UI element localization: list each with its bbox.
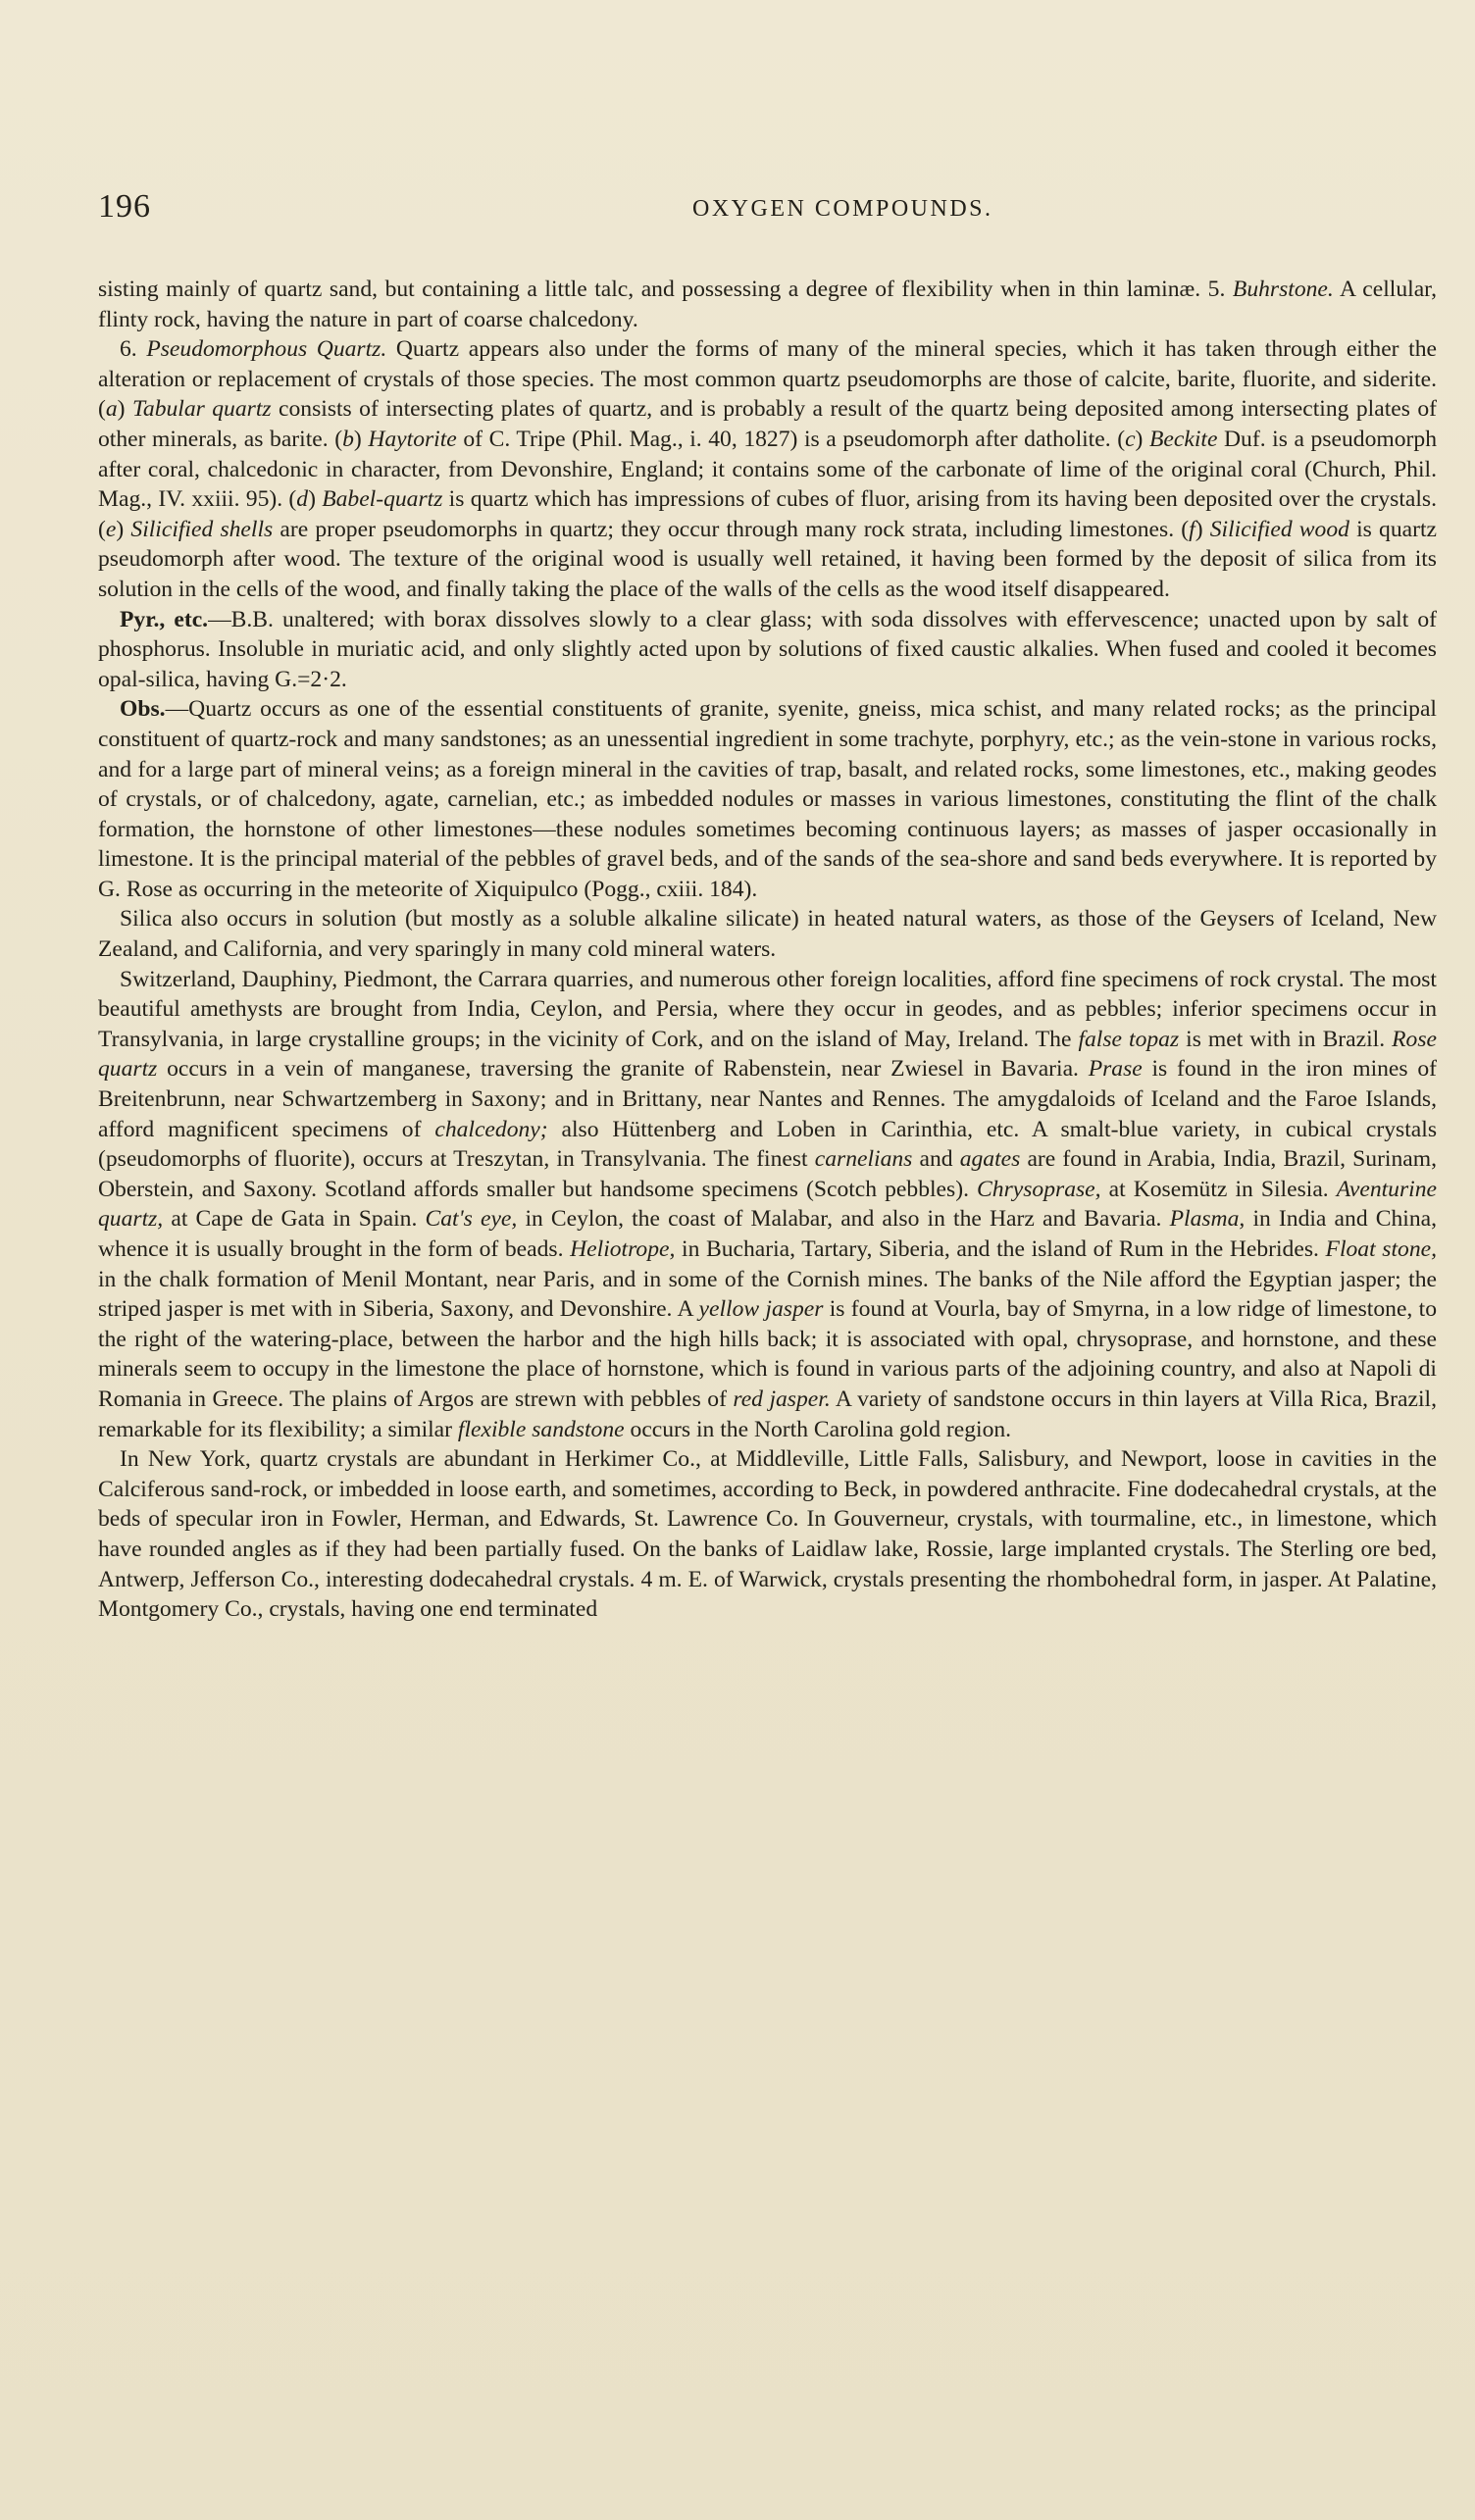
text-run: ) — [1135, 426, 1149, 452]
term-aventurine-quartz: Aventurine quartz, — [98, 1176, 1437, 1233]
term-false-topaz: false topaz — [1078, 1026, 1180, 1052]
text-run: is met with in Brazil. — [1179, 1026, 1393, 1052]
term-buhrstone: Buhrstone. — [1232, 277, 1334, 302]
list-marker: a — [105, 396, 118, 423]
text-run: is found in the iron mines of Breitenbrunn, near Schwartzemberg in Saxony; and in Brittany, near Nantes and Rennes. The amygdaloids of Iceland and the Faroe Islands, afford magnificent specimens of — [98, 1056, 1437, 1142]
text-run: —B.B. unaltered; with borax dissolves slowly to a clear glass; with soda dissolves with effervescence; unacted upon by salt of phosphorus. Insoluble in muriatic acid, and only slightly acted upon by solutions of fixed caustic alkalies. When fused and cooled it becomes opal-silica, having G.=2·2. — [98, 606, 1437, 692]
list-marker: c — [1125, 426, 1136, 452]
text-run: is quartz pseudomorph after wood. The texture of the original wood is usually well retained, it having been formed by the deposit of silica from its solution in the cells of the wood, and finally taking the place of the walls of the cells as the wood itself disappeared. — [98, 516, 1437, 602]
text-run: 6. — [120, 336, 147, 363]
page-header — [98, 188, 1471, 227]
text-run: ) — [353, 426, 369, 452]
term-beckite: Beckite — [1149, 426, 1218, 452]
term-float-stone: Float stone, — [1325, 1236, 1438, 1262]
term-silicified-shells: Silicified shells — [130, 516, 274, 542]
term-yellow-jasper: yellow jasper — [698, 1296, 824, 1323]
text-run: occurs in the North Carolina gold region. — [624, 1416, 1012, 1442]
term-agates: agates — [959, 1146, 1021, 1173]
text-run: in Bucharia, Tartary, Siberia, and the island of Rum in the Hebrides. — [675, 1236, 1326, 1262]
text-run: of C. Tripe (Phil. Mag., i. 40, 1827) is a pseudomorph after datholite. ( — [456, 426, 1126, 452]
term-carnelians: carnelians — [814, 1146, 913, 1173]
text-run: in the chalk formation of Menil Montant, near Paris, and in some of the Cornish mines. The banks of the Nile afford the Egyptian jasper; the striped jasper is met with in Siberia, Saxony, and Devonshire. A — [98, 1266, 1437, 1323]
term-red-jasper: red jasper. — [733, 1386, 831, 1412]
page-number: 196 — [98, 188, 151, 225]
term-flexible-sandstone: flexible sandstone — [457, 1416, 625, 1442]
text-run: in India and China, whence it is usually brought in the form of beads. — [98, 1206, 1438, 1262]
text-run: occurs in a vein of manganese, traversing the granite of Rabenstein, near Zwiesel in Bavaria. — [157, 1056, 1089, 1083]
text-run: —Quartz occurs as one of the essential constituents of granite, syenite, gneiss, mica schist, and many related rocks; as the principal constituent of quartz-rock and many sandstones; as an unessential ingredient in some trachyte, porphyry, etc.; as the vein-stone in various rocks, and for a large part of mineral veins; as a foreign mineral in the cavities of trap, basalt, and related rocks, some limestones, etc., making geodes of crystals, or of chalcedony, agate, carnelian, etc.; as imbedded nodules or masses in various limestones, constituting the flint of the chalk formation, the hornstone of other limestones—these nodules sometimes becoming continuous layers; as masses of jasper occasionally in limestone. It is the principal material of the pebbles of gravel beds, and of the sands of the sea-shore and sand beds everywhere. It is reported by G. Rose as occurring in the meteorite of Xiquipulco (Pogg., cxiii. 184). — [98, 696, 1437, 902]
paragraph-foreign-localities — [98, 965, 1437, 1445]
paragraph-silica-solution — [98, 904, 1437, 964]
text-run: ) — [1195, 516, 1210, 542]
text-run: Silica also occurs in solution (but mostly as a soluble alkaline silicate) in heated natural waters, as those of the Geysers of Iceland, New Zealand, and California, and very sparingly in many cold mineral waters. — [98, 906, 1437, 963]
list-marker: f — [1189, 516, 1195, 542]
text-run: at Cape de Gata in Spain. — [163, 1206, 426, 1233]
term-plasma: Plasma, — [1169, 1206, 1246, 1233]
paragraph-continuation — [98, 275, 1437, 334]
section-label-pyr: Pyr., etc. — [120, 606, 209, 632]
text-run: Switzerland, Dauphiny, Piedmont, the Carrara quarries, and numerous other foreign localities, afford fine specimens of rock crystal. The most beautiful amethysts are brought from India, Ceylon, and Persia, where they occur in geodes, and as pebbles; inferior specimens occur in Transylvania, in large crystalline groups; in the vicinity of Cork, and on the island of May, Ireland. The — [98, 966, 1437, 1052]
text-run: are proper pseudomorphs in quartz; they occur through many rock strata, including limestones. ( — [273, 516, 1190, 542]
text-run: In New York, quartz crystals are abundant in Herkimer Co., at Middleville, Little Falls, Salisbury, and Newport, loose in cavities in the Calciferous sand-rock, or imbedded in loose earth, and sometimes, according to Beck, in powdered anthracite. Fine dodecahedral crystals, at the beds of specular iron in Fowler, Herman, and Edwards, St. Lawrence Co. In Gouverneur, crystals, with tourmaline, etc., in limestone, which have rounded angles as if they had been partially fused. On the banks of Laidlaw lake, Rossie, large implanted crystals. The Sterling ore bed, Antwerp, Jefferson Co., interesting dodecahedral crystals. 4 m. E. of Warwick, crystals presenting the rhombohedral form, in jasper. At Palatine, Montgomery Co., crystals, having one end terminated — [98, 1446, 1437, 1623]
text-run: ) — [117, 396, 132, 423]
text-run: is quartz which has impressions of cubes of fluor, arising from its having been deposited over the crystals. ( — [98, 486, 1437, 542]
paragraph-new-york — [98, 1444, 1437, 1625]
term-tabular-quartz: Tabular quartz — [131, 396, 272, 423]
text-run: A cellular, flinty rock, having the nature in part of coarse chalcedony. — [98, 277, 1437, 332]
text-run: Quartz appears also under the forms of many of the mineral species, which it has taken through either the alteration or replacement of crystals of those species. The most common quartz pseudomorphs are those of calcite, barite, fluorite, and siderite. ( — [98, 336, 1437, 423]
text-run: is found at Vourla, bay of Smyrna, in a low ridge of limestone, to the right of the watering-place, between the harbor and the high hills back; it is associated with opal, chrysoprase, and hornstone, and these minerals seem to occupy in the limestone the place of hornstone, which is found in various parts of the adjoining country, and also at Napoli di Romania in Greece. The plains of Argos are strewn with pebbles of — [98, 1296, 1437, 1412]
section-label-obs: Obs. — [120, 696, 166, 723]
term-babel-quartz: Babel-quartz — [322, 486, 443, 513]
text-run: Duf. is a pseudomorph after coral, chalcedonic in character, from Devonshire, England; it contains some of the carbonate of lime of the original coral (Church, Phil. Mag., IV. xxiii. 95). ( — [98, 426, 1437, 513]
term-pseudomorphous-quartz: Pseudomorphous Quartz. — [146, 336, 387, 363]
term-chalcedony: chalcedony; — [434, 1116, 548, 1142]
term-chrysoprase: Chrysoprase, — [977, 1176, 1101, 1202]
text-run: in Ceylon, the coast of Malabar, and also in the Harz and Bavaria. — [517, 1206, 1170, 1233]
term-rose-quartz: Rose quartz — [98, 1026, 1437, 1083]
text-run: and — [912, 1146, 960, 1173]
body-text — [98, 275, 1437, 1625]
list-marker: d — [296, 486, 309, 513]
paragraph-pyrognostics — [98, 605, 1437, 695]
text-run: also Hüttenberg and Loben in Carinthia, etc. A smalt-blue variety, in cubical crystals (pseudomorphs of fluorite), occurs at Treszytan, in Transylvania. The finest — [98, 1116, 1438, 1173]
list-marker: e — [105, 516, 117, 542]
text-run: ) — [116, 516, 131, 542]
text-run: A variety of sandstone occurs in thin layers at Villa Rica, Brazil, remarkable for its flexibility; a similar — [98, 1386, 1437, 1442]
running-head: OXYGEN COMPOUNDS. — [692, 196, 993, 222]
term-cats-eye: Cat's eye, — [425, 1206, 518, 1233]
term-silicified-wood: Silicified wood — [1209, 516, 1349, 542]
text-run: ) — [308, 486, 323, 513]
term-prase: Prase — [1088, 1056, 1143, 1083]
text-run: consists of intersecting plates of quartz, and is probably a result of the quartz being deposited among intersecting plates of other minerals, as barite. ( — [98, 396, 1437, 452]
paragraph-observations — [98, 694, 1437, 904]
text-run: are found in Arabia, India, Brazil, Surinam, Oberstein, and Saxony. Scotland affords smaller but handsome specimens (Scotch pebbles). — [98, 1146, 1437, 1202]
text-run: sisting mainly of quartz sand, but containing a little talc, and possessing a degree of flexibility when in thin laminæ. 5. — [98, 277, 1233, 302]
term-haytorite: Haytorite — [368, 426, 457, 452]
list-marker: b — [342, 426, 354, 452]
text-run: at Kosemütz in Silesia. — [1100, 1176, 1337, 1202]
term-heliotrope: Heliotrope, — [570, 1236, 676, 1262]
paragraph-pseudomorphous-quartz — [98, 334, 1437, 604]
